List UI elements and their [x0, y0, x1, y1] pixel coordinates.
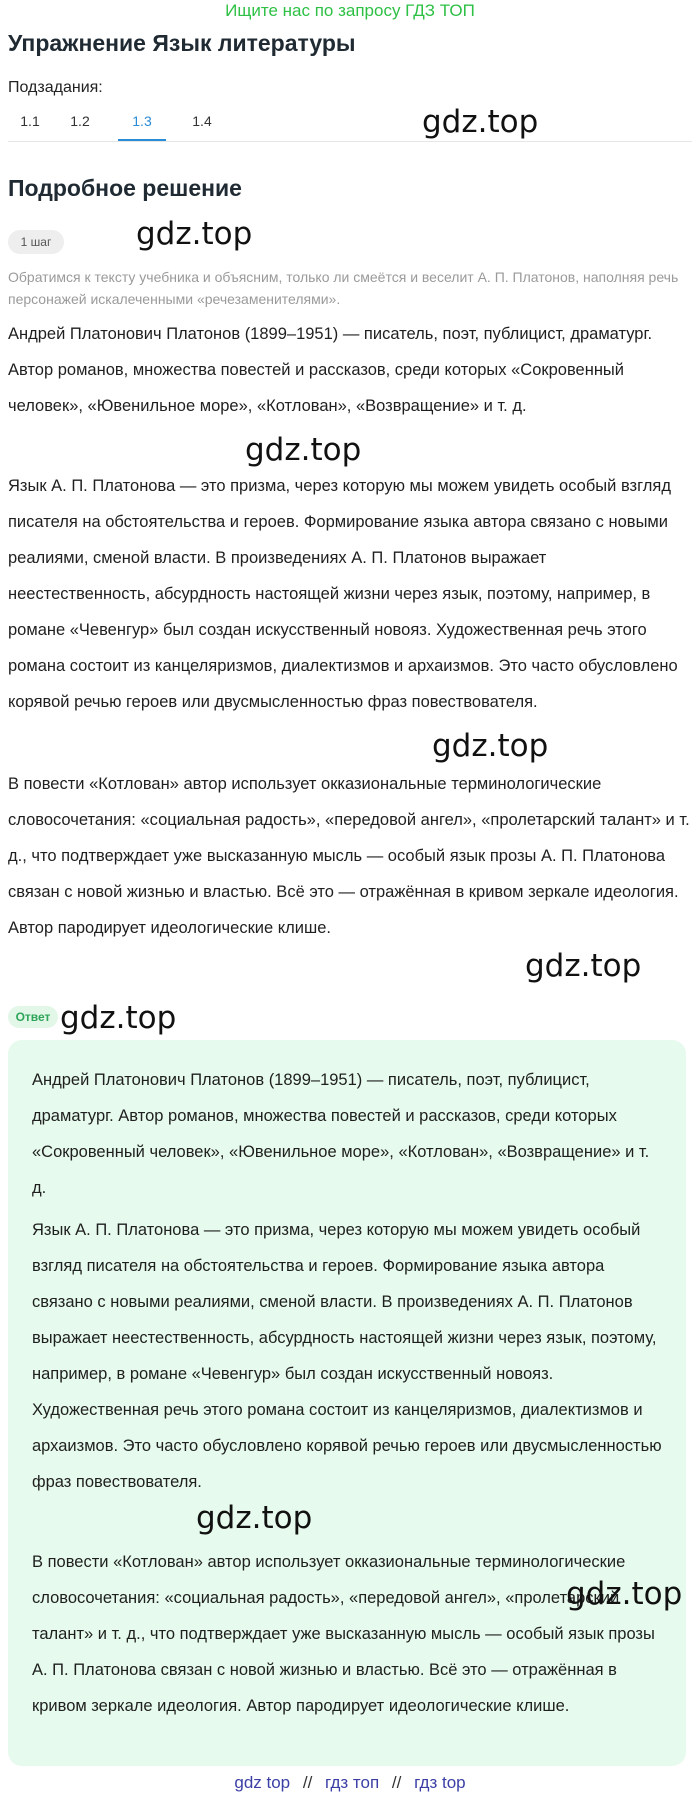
- answer-paragraph: В повести «Котлован» автор использует окказиональные терминологические словосочетания: «социальная радость», «передовой ангел», «пролетарский талант» и т. д., что подтверждает уже высказанную мысль — особый язык прозы А. П. Платонова связан с новой жизнью и властью. Всё это — отражённая в кривом зеркале идеология. Автор пародирует идеологические клише.: [32, 1553, 655, 1715]
- search-banner-link[interactable]: Ищите нас по запросу ГДЗ ТОП: [225, 1, 475, 20]
- watermark: gdz.top: [245, 432, 362, 468]
- subtask-tabs: [8, 103, 692, 142]
- footer-link[interactable]: гдз топ: [325, 1773, 380, 1792]
- watermark: gdz.top: [136, 216, 253, 252]
- solution-paragraph: Андрей Платонович Платонов (1899–1951) — писатель, поэт, публицист, драматург. Автор романов, множества повестей и рассказов, среди которых «Сокровенный человек», «Ювенильное море», «Котлован», «Возвращение» и т. д.: [8, 325, 653, 415]
- answer-badge: Ответ: [8, 1006, 58, 1028]
- answer-paragraph: Язык А. П. Платонова — это призма, через которую мы можем увидеть особый взгляд писателя на обстоятельства и героев. Формирование языка автора связано с новыми реалиями, сменой власти. В произведениях А. П. Платонов выражает неестественность, абсурдность настоящей жизни через язык, поэтому, например, в романе «Чевенгур» был создан искусственный новояз. Художественная речь этого романа состоит из канцеляризмов, диалектизмов и архаизмов. Это часто обусловлено корявой речью героев или двусмысленностью фраз повествователя.: [32, 1221, 662, 1491]
- answer-box: [8, 1040, 686, 1766]
- tab-1-1[interactable]: 1.1: [20, 113, 40, 129]
- watermark: gdz.top: [60, 1000, 177, 1036]
- tab-1-4[interactable]: 1.4: [192, 113, 212, 129]
- watermark: gdz.top: [566, 1576, 683, 1612]
- watermark: gdz.top: [196, 1500, 313, 1536]
- solution-paragraph: В повести «Котлован» автор использует окказиональные терминологические словосочетания: «социальная радость», «передовой ангел», «пролетарский талант» и т. д., что подтверждает уже высказанную мысль — особый язык прозы А. П. Платонова связан с новой жизнью и властью. Всё это — отражённая в кривом зеркале идеология. Автор пародирует идеологические клише.: [8, 775, 690, 937]
- footer-link[interactable]: gdz top: [234, 1773, 291, 1792]
- tab-1-2[interactable]: 1.2: [70, 113, 90, 129]
- footer-separator: //: [391, 1773, 402, 1792]
- footer-separator: //: [302, 1773, 313, 1792]
- tab-1-3[interactable]: 1.3: [118, 103, 166, 141]
- solution-paragraph: Язык А. П. Платонова — это призма, через которую мы можем увидеть особый взгляд писателя на обстоятельства и героев. Формирование языка автора связано с новыми реалиями, сменой власти. В произведениях А. П. Платонов выражает неестественность, абсурдность настоящей жизни через язык, поэтому, например, в романе «Чевенгур» был создан искусственный новояз. Художественная речь этого романа состоит из канцеляризмов, диалектизмов и архаизмов. Это часто обусловлено корявой речью героев или двусмысленностью фраз повествователя.: [8, 477, 678, 711]
- solution-hint: Обратимся к тексту учебника и объясним, только ли смеётся и веселит А. П. Платонов, наполняя речь персонажей искалеченными «речезаменителями».: [8, 269, 679, 307]
- watermark: gdz.top: [525, 948, 642, 984]
- answer-paragraph: Андрей Платонович Платонов (1899–1951) — писатель, поэт, публицист, драматург. Автор романов, множества повестей и рассказов, среди которых «Сокровенный человек», «Ювенильное море», «Котлован», «Возвращение» и т. д.: [32, 1071, 650, 1197]
- section-title: Подробное решение: [8, 175, 242, 201]
- subtasks-label: Подзадания:: [8, 79, 103, 96]
- footer-link[interactable]: гдз top: [414, 1773, 466, 1792]
- watermark: gdz.top: [422, 104, 539, 140]
- watermark: gdz.top: [432, 728, 549, 764]
- page-title: Упражнение Язык литературы: [8, 30, 356, 56]
- footer-links: [0, 1770, 700, 1795]
- step-badge: 1 шаг: [8, 230, 64, 254]
